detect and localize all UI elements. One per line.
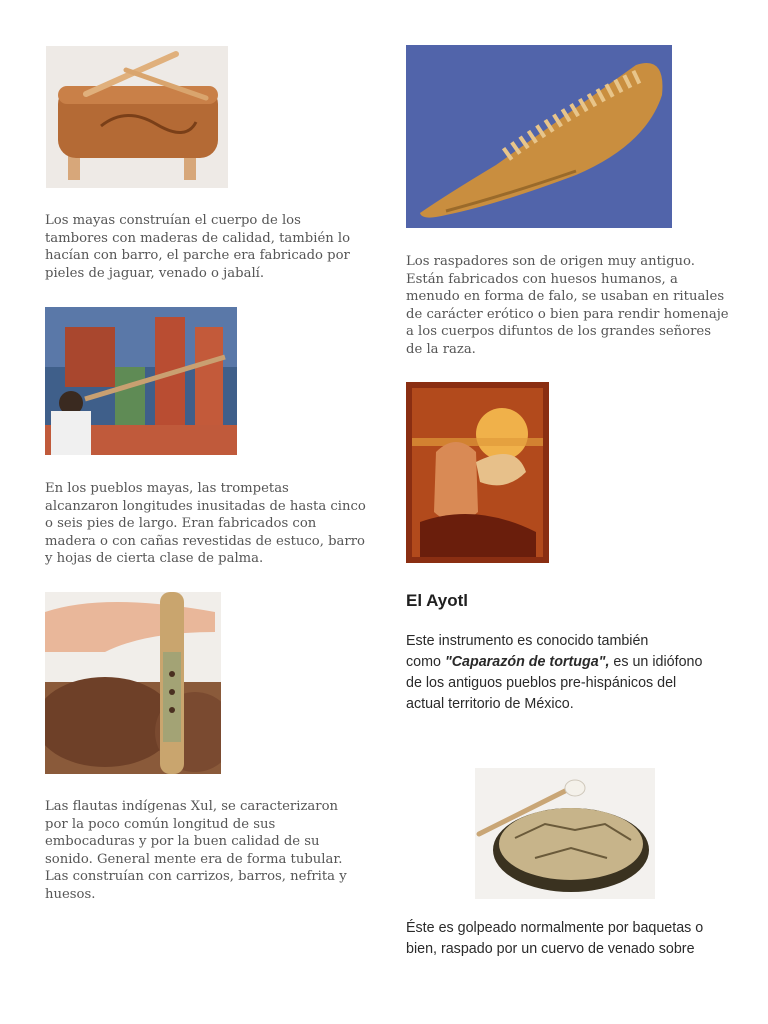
trumpet-mural-photo bbox=[45, 307, 237, 455]
flute-description-line: sonido. General mente era de forma tubular. bbox=[45, 851, 343, 867]
maya-painting-photo bbox=[406, 382, 549, 563]
scraper-description bbox=[406, 253, 729, 359]
scraper-description-line: de carácter erótico o bien para rendir homenaje bbox=[406, 306, 729, 322]
scraper-description-line: a los cuerpos difuntos de los grandes señores bbox=[406, 324, 711, 340]
xul-flute-photo bbox=[45, 592, 221, 774]
flute-description-line: Las flautas indígenas Xul, se caracterizaron bbox=[45, 799, 339, 814]
ayotl-prefix: como bbox=[406, 654, 445, 670]
ayotl-description-line bbox=[406, 652, 702, 673]
ayotl-description-line: de los antiguos pueblos pre-hispánicos del bbox=[406, 675, 677, 691]
turtle-description bbox=[406, 918, 703, 960]
turtle-shell-emphasis: "Caparazón de tortuga", bbox=[444, 654, 610, 670]
flute-description-line: huesos. bbox=[45, 886, 96, 902]
drum-description-line: Los mayas construían el cuerpo de los bbox=[45, 213, 301, 228]
drum-description-line: pieles de jaguar, venado o jabalí. bbox=[45, 265, 265, 281]
ayotl-description bbox=[406, 631, 702, 715]
flute-description-line: por la poco común longitud de sus bbox=[45, 816, 276, 832]
scraper-description-line: Los raspadores son de origen muy antiguo. bbox=[406, 254, 695, 269]
ayotl-description-line: Este instrumento es conocido también bbox=[406, 633, 649, 649]
scraper-description-line: Están fabricados con huesos humanos, a bbox=[406, 271, 678, 287]
drum-description-line: tambores con maderas de calidad, también lo bbox=[45, 230, 351, 246]
turtle-description-line: Éste es golpeado normalmente por baquetas o bbox=[406, 920, 704, 936]
maya-drum-photo bbox=[46, 46, 228, 188]
trumpet-description-line: o seis pies de largo. Eran fabricados con bbox=[45, 516, 317, 532]
trumpet-description bbox=[45, 480, 366, 568]
trumpet-description-line: alcanzaron longitudes inusitadas de hasta cinco bbox=[45, 498, 366, 514]
ayotl-heading: El Ayotl bbox=[406, 591, 469, 610]
scraper-description-line: de la raza. bbox=[406, 341, 476, 357]
scraper-description-line: menudo en forma de falo, se usaban en rituales bbox=[406, 289, 725, 305]
turtle-shell-photo bbox=[475, 768, 655, 899]
flute-description-line: embocaduras y por la buen calidad de su bbox=[45, 834, 320, 850]
trumpet-description-line: madera o con cañas revestidas de estuco, barro bbox=[45, 533, 365, 549]
trumpet-description-line: En los pueblos mayas, las trompetas bbox=[45, 481, 289, 496]
flute-description-line: Las construían con carrizos, barros, nefrita y bbox=[45, 869, 347, 885]
turtle-description-line: bien, raspado por un cuervo de venado sobre bbox=[406, 941, 695, 957]
flute-description bbox=[45, 798, 347, 904]
ayotl-description-line: actual territorio de México. bbox=[406, 696, 574, 712]
drum-description bbox=[45, 212, 350, 282]
scraper-gourd-photo bbox=[406, 45, 672, 228]
ayotl-suffix: es un idiófono bbox=[609, 654, 703, 670]
drum-description-line: hacían con barro, el parche era fabricado por bbox=[45, 248, 350, 264]
trumpet-description-line: y hojas de cierta clase de palma. bbox=[45, 551, 264, 567]
